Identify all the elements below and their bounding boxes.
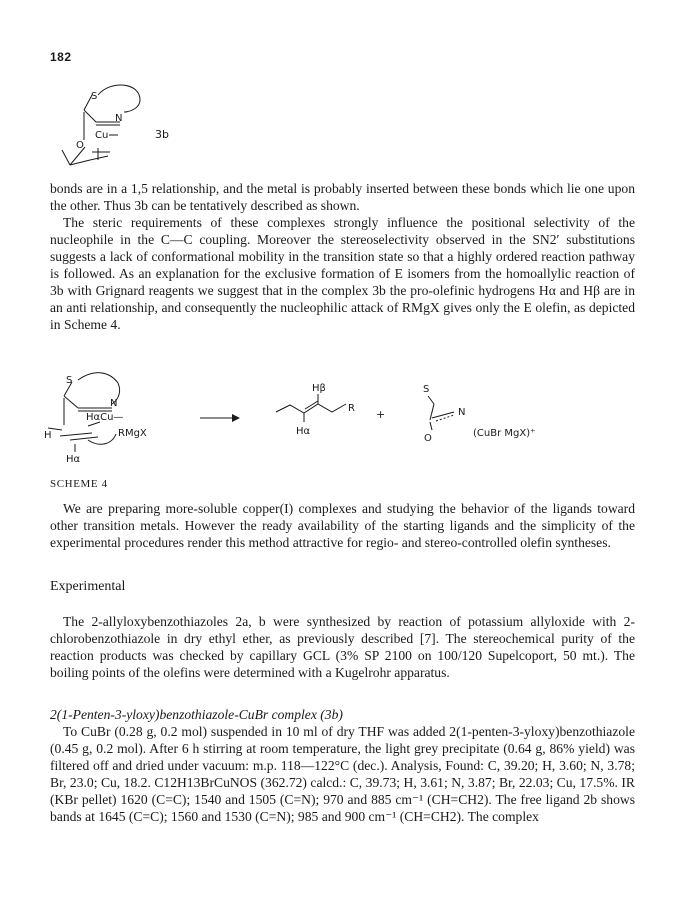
plus-sign: + bbox=[376, 408, 386, 421]
atom-n-label: N bbox=[115, 113, 123, 124]
complex-s-label: S bbox=[423, 384, 430, 395]
complex-o-label: O bbox=[424, 433, 432, 444]
paragraph-4: The 2-allyloxybenzothiazoles 2a, b were synthesized by reaction of potassium allyloxide with 2-chlorobenzothiazole in dry ethyl ether, as previously described [7]. The stereochemical purity of the reaction products was checked by capillary GCL (3% SP 2100 on 100/120 Supelcoport, 50 mt.). The boiling points of the olefins were determined with a Kugelrohr apparatus. bbox=[50, 614, 635, 680]
reactant-n-label: N bbox=[110, 398, 118, 409]
reagent-rmgx-label: RMgX bbox=[118, 428, 147, 439]
experimental-heading: Experimental bbox=[50, 579, 126, 594]
olefin-r-label: R bbox=[348, 403, 355, 414]
olefin-hb-label: Hβ bbox=[312, 383, 326, 394]
scheme-4-caption: SCHEME 4 bbox=[50, 478, 108, 490]
reactant-ha-label: Hα bbox=[66, 454, 81, 465]
atom-s-label: S bbox=[91, 91, 98, 102]
olefin-ha-label: Hα bbox=[296, 426, 311, 437]
compound-label-3b: 3b bbox=[155, 128, 169, 141]
complex-n-label: N bbox=[458, 407, 466, 418]
complex-3b-subheading: 2(1-Penten-3-yloxy)benzothiazole-CuBr complex (3b) bbox=[50, 707, 343, 722]
atom-o-label: O bbox=[76, 140, 84, 151]
page-number: 182 bbox=[50, 50, 72, 64]
paragraph-3: We are preparing more-soluble copper(I) complexes and studying the behavior of the ligands toward other transition metals. However the ready availability of the starting ligands and the simplicity of the experimental procedures render this method attractive for regio- and stereo-controlled olefin syntheses. bbox=[50, 501, 635, 550]
paragraph-5: To CuBr (0.28 g, 0.2 mol) suspended in 10 ml of dry THF was added 2(1-penten-3-yloxy)benzothiazole (0.45 g, 0.2 mol). After 6 h stirring at room temperature, the light grey precipitate (0.64 g, 86% yield) was filtered off and dried under vacuum: m.p. 118—122°C (dec.). Analysis, Found: C, 39.20; H, 3.60; N, 3.78; Br, 23.0; Cu, 18.2. C12H13BrCuNOS (362.72) calcd.: C, 39.73; H, 3.61; N, 3.87; Br, 22.03; Cu, 17.5%. IR (KBr pellet) 1620 (C=C); 1540 and 1505 (C=N); 970 and 885 cm⁻¹ (CH=CH2). The free ligand 2b shows bands at 1645 (C=C); 1560 and 1530 (C=N); 985 and 900 cm⁻¹ (CH=CH2). The complex bbox=[50, 724, 635, 824]
reactant-h-label: H bbox=[44, 430, 52, 441]
paragraph-2: The steric requirements of these complexes strongly influence the positional selectivity of the nucleophile in the C—C coupling. Moreover the stereoselectivity observed in the SN2′ substitutions suggests a lack of conformational mobility in the transition state so that a highly ordered reaction pathway is followed. As an explanation for the exclusive formation of E isomers from the homoallylic reaction of 3b with Grignard reagents we suggest that in the complex 3b the pro-olefinic hydrogens Hα and Hβ are in an anti relationship, and consequently the nucleophilic attack of RMgX gives only the E olefin, as depicted in Scheme 4. bbox=[50, 215, 635, 332]
complex-salt-label: (CuBr MgX)⁺ bbox=[473, 428, 536, 439]
metal-cu-label: Cu bbox=[95, 130, 109, 141]
paragraph-1: bonds are in a 1,5 relationship, and the metal is probably inserted between these bonds which lie one upon the other. Thus 3b can be tentatively described as shown. bbox=[50, 181, 635, 213]
reactant-s-label: S bbox=[66, 375, 73, 386]
reactant-hacu-label: HαCu— bbox=[86, 412, 124, 423]
